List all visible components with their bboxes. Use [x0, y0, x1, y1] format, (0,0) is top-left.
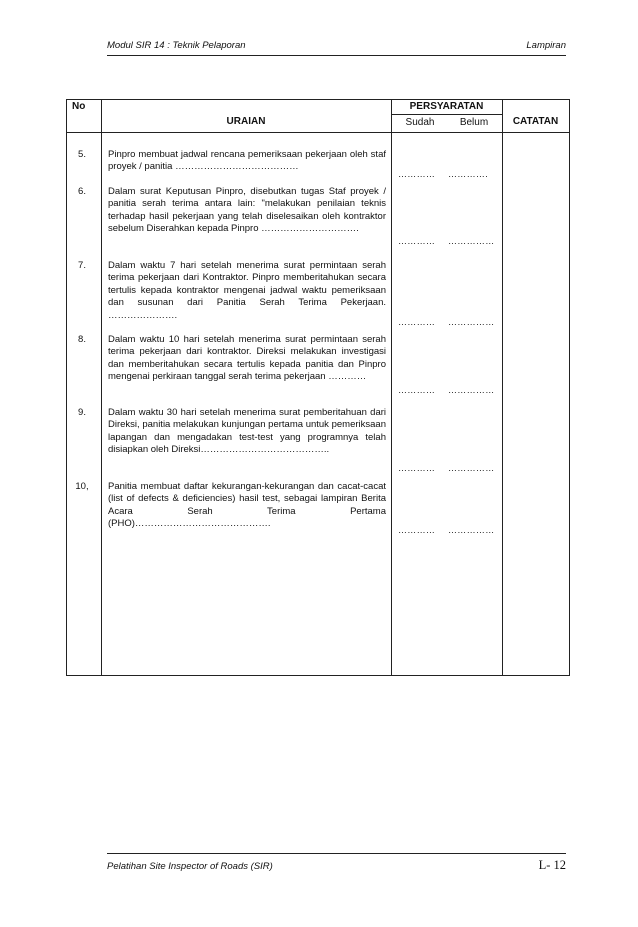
sudah-blank: …………: [398, 385, 436, 395]
page-header: [107, 39, 566, 56]
row-number: 8.: [78, 334, 86, 345]
col-catatan-header: CATATAN: [512, 116, 559, 127]
row-number: 7.: [78, 260, 86, 271]
header-module-title: Modul SIR 14 : Teknik Pelaporan: [107, 40, 246, 51]
header-row-divider: [67, 132, 569, 133]
requirements-table: [66, 99, 570, 676]
row-description: Dalam waktu 30 hari setelah menerima surat pemberitahuan dari Direksi, panitia melakukan kunjungan pertama untuk pemeriksaan lapangan dan mengadakan test-test yang programnya telah disiapkan oleh Direksi…………………………………..: [108, 407, 386, 456]
col-persyaratan-header: PERSYARATAN: [409, 101, 484, 112]
sudah-blank: …………: [398, 463, 436, 473]
row-description: Dalam surat Keputusan Pinpro, disebutkan tugas Staf proyek / panitia serah terima antara lain: "melakukan penilaian teknis terhadap hasil pekerjaan yang telah diselesaikan oleh kontraktor sebelum Diserahkan kepada Pinpro ………………………….: [108, 186, 386, 235]
sudah-blank: …………: [398, 236, 436, 246]
page-number: L- 12: [538, 858, 566, 872]
column-divider: [101, 100, 102, 675]
col-uraian-header: URAIAN: [226, 116, 266, 127]
belum-blank: ……………: [448, 463, 495, 473]
col-belum-header: Belum: [459, 117, 489, 128]
col-sudah-header: Sudah: [405, 117, 435, 128]
column-divider: [502, 100, 503, 675]
page-footer: [107, 853, 566, 874]
row-description: Pinpro membuat jadwal rencana pemeriksaan pekerjaan oleh staf proyek / panitia …………………………………: [108, 149, 386, 173]
row-number: 5.: [78, 149, 86, 160]
row-number: 6.: [78, 186, 86, 197]
sudah-blank: …………: [398, 525, 436, 535]
belum-blank: ……………: [448, 525, 495, 535]
belum-blank: ……………: [448, 236, 495, 246]
row-description: Dalam waktu 10 hari setelah menerima surat permintaan serah terima pekerjaan dari kontraktor. Direksi melakukan investigasi dan memberitahukan secara tertulis kepada panitia dan Pinpro mengenai perkiraan tanggal serah terima pekerjaan …………: [108, 334, 386, 383]
row-number: 9.: [78, 407, 86, 418]
belum-blank: ………….: [448, 169, 489, 179]
belum-blank: ……………: [448, 385, 495, 395]
header-section: Lampiran: [526, 40, 566, 51]
footer-course-title: Pelatihan Site Inspector of Roads (SIR): [107, 861, 273, 872]
row-description: Dalam waktu 7 hari setelah menerima surat permintaan serah terima pekerjaan dari Kontraktor. Pinpro memberitahukan secara tertulis kepada kontraktor mengenai jadwal waktu pemeriksaan dan susunan dari Panitia Serah Terima Pekerjaan. ………………….: [108, 260, 386, 321]
sudah-blank: …………: [398, 317, 436, 327]
sudah-blank: …………: [398, 169, 436, 179]
row-number: 10,: [75, 481, 89, 492]
belum-blank: ……………: [448, 317, 495, 327]
col-no-header: No: [72, 101, 86, 112]
row-description: Panitia membuat daftar kekurangan-kekurangan dan cacat-cacat (list of defects & deficiencies) hasil test, sebagai lampiran Berita Acara Serah Terima Pertama (PHO)…………………………………….: [108, 481, 386, 530]
subheader-divider: [391, 114, 502, 115]
column-divider: [391, 100, 392, 675]
